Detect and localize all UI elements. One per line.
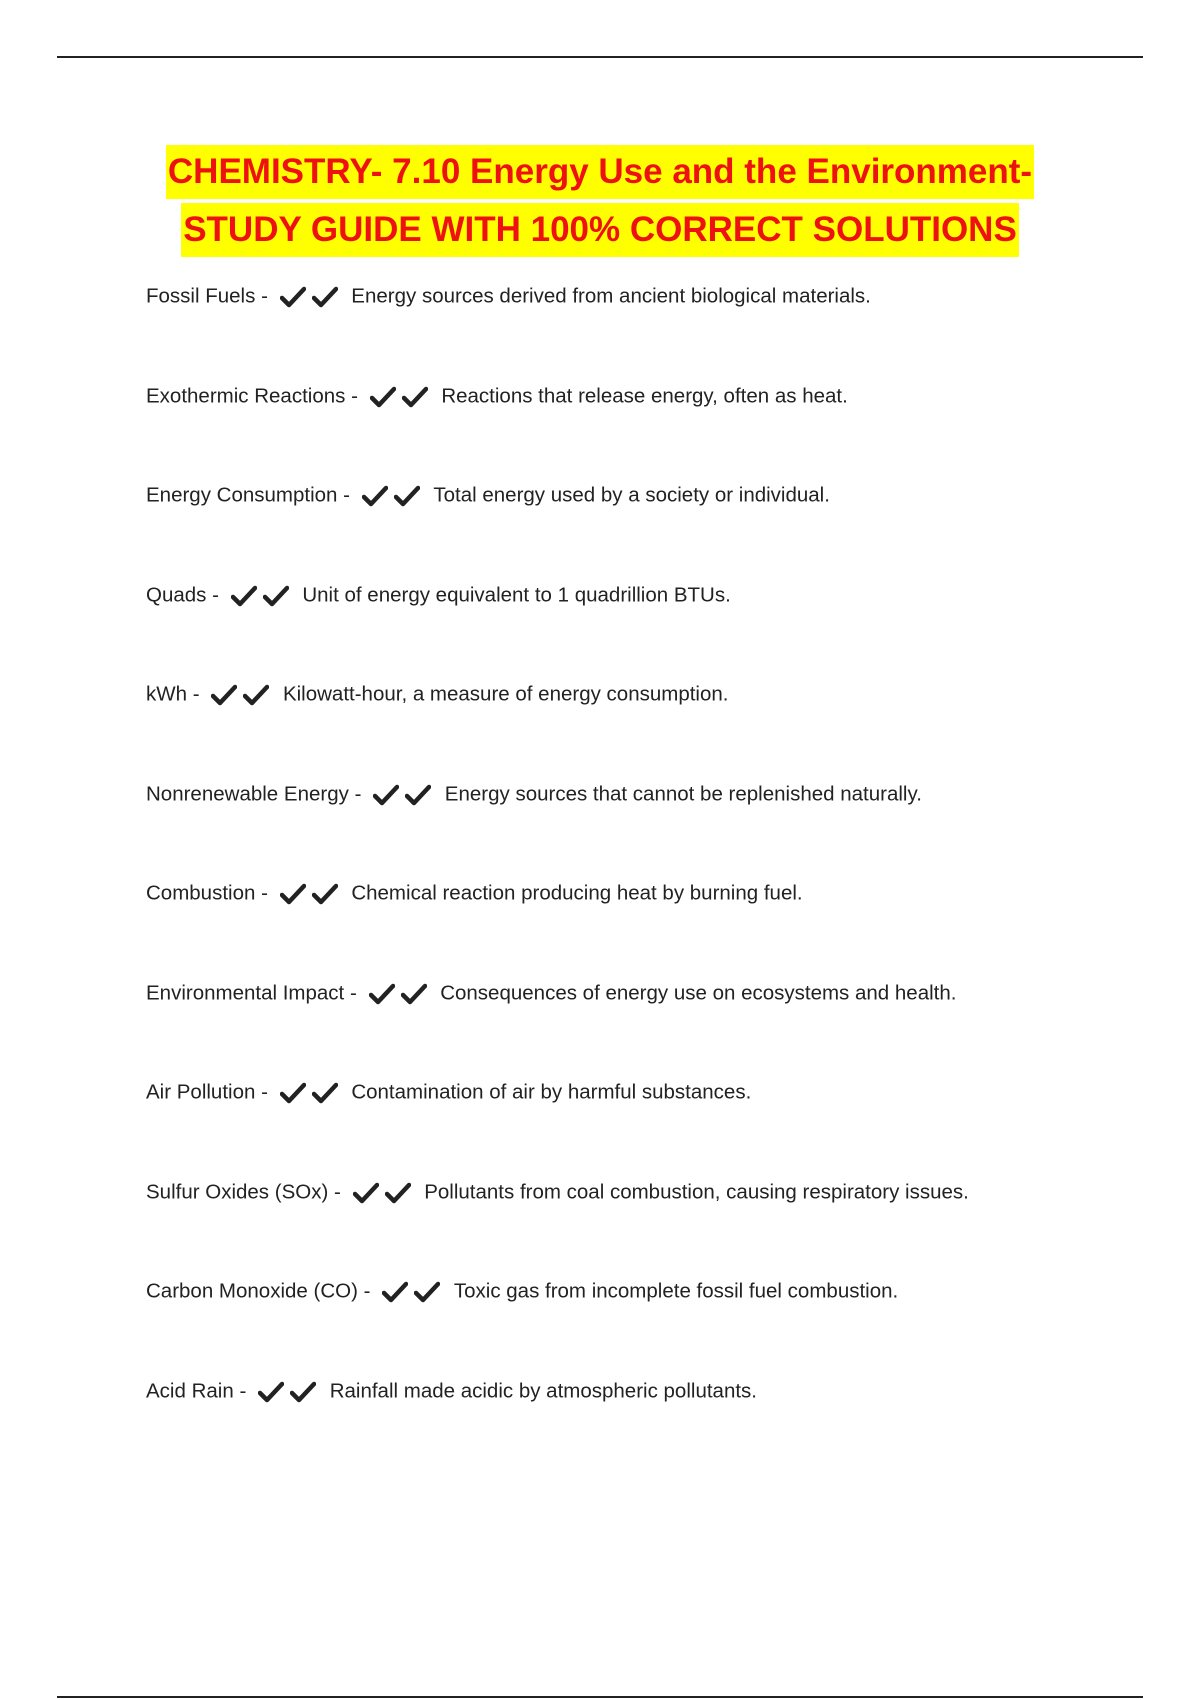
term-label: Air Pollution bbox=[146, 1080, 256, 1104]
title-line-2: STUDY GUIDE WITH 100% CORRECT SOLUTIONS bbox=[181, 203, 1019, 257]
document-title bbox=[80, 145, 1120, 257]
term-definition: Contamination of air by harmful substances. bbox=[351, 1080, 752, 1104]
check-mark-icon bbox=[280, 286, 306, 308]
check-mark-icon bbox=[258, 1381, 284, 1403]
check-mark-icon bbox=[405, 784, 431, 806]
term-separator: - bbox=[354, 782, 362, 806]
check-mark-icon bbox=[385, 1182, 411, 1204]
check-pair bbox=[231, 575, 295, 615]
check-mark-icon bbox=[211, 684, 237, 706]
term-label: Sulfur Oxides (SOx) bbox=[146, 1180, 329, 1204]
list-item bbox=[146, 1072, 1106, 1172]
term-definition: Energy sources derived from ancient biological materials. bbox=[351, 284, 871, 308]
term-separator: - bbox=[192, 682, 200, 706]
list-item bbox=[146, 774, 1106, 874]
list-item bbox=[146, 873, 1106, 973]
term-separator: - bbox=[343, 483, 350, 507]
check-pair bbox=[211, 675, 275, 715]
term-separator: - bbox=[212, 583, 219, 607]
term-label: Combustion bbox=[146, 881, 256, 905]
check-mark-icon bbox=[394, 485, 420, 507]
check-mark-icon bbox=[280, 883, 306, 905]
list-item bbox=[146, 973, 1106, 1073]
term-label: Energy Consumption bbox=[146, 483, 338, 507]
check-mark-icon bbox=[290, 1381, 316, 1403]
term-definition: Toxic gas from incomplete fossil fuel combustion. bbox=[453, 1279, 899, 1303]
check-mark-icon bbox=[401, 983, 427, 1005]
list-item bbox=[146, 1371, 1106, 1471]
check-mark-icon bbox=[312, 286, 338, 308]
check-mark-icon bbox=[263, 585, 289, 607]
check-mark-icon bbox=[312, 1082, 338, 1104]
check-pair bbox=[353, 1172, 417, 1212]
list-item bbox=[146, 575, 1106, 675]
term-separator: - bbox=[349, 981, 357, 1005]
check-mark-icon bbox=[231, 585, 257, 607]
term-definition: Total energy used by a society or individual. bbox=[433, 483, 830, 507]
term-definition: Consequences of energy use on ecosystems and health. bbox=[440, 981, 957, 1005]
list-item bbox=[146, 1271, 1106, 1371]
list-item bbox=[146, 1172, 1106, 1272]
check-mark-icon bbox=[362, 485, 388, 507]
check-pair bbox=[258, 1371, 322, 1411]
check-mark-icon bbox=[402, 386, 428, 408]
check-pair bbox=[280, 874, 344, 914]
term-separator: - bbox=[261, 881, 268, 905]
check-mark-icon bbox=[312, 883, 338, 905]
check-mark-icon bbox=[414, 1281, 440, 1303]
check-mark-icon bbox=[243, 684, 269, 706]
check-pair bbox=[373, 774, 437, 814]
term-separator: - bbox=[363, 1279, 371, 1303]
term-separator: - bbox=[261, 1080, 268, 1104]
term-definition: Unit of energy equivalent to 1 quadrillion BTUs. bbox=[302, 583, 731, 607]
term-list bbox=[146, 276, 1106, 1470]
list-item bbox=[146, 376, 1106, 476]
bottom-rule bbox=[57, 1696, 1143, 1698]
term-label: Fossil Fuels bbox=[146, 284, 256, 308]
term-label: Nonrenewable Energy bbox=[146, 782, 349, 806]
term-label: Exothermic Reactions bbox=[146, 384, 346, 408]
term-definition: Rainfall made acidic by atmospheric pollutants. bbox=[329, 1379, 757, 1403]
term-definition: Chemical reaction producing heat by burning fuel. bbox=[351, 881, 803, 905]
check-mark-icon bbox=[370, 386, 396, 408]
check-mark-icon bbox=[382, 1281, 408, 1303]
list-item bbox=[146, 674, 1106, 774]
term-separator: - bbox=[239, 1379, 247, 1403]
check-mark-icon bbox=[280, 1082, 306, 1104]
term-label: kWh bbox=[146, 682, 187, 706]
title-line-1: CHEMISTRY- 7.10 Energy Use and the Environment- bbox=[166, 145, 1034, 199]
check-pair bbox=[280, 277, 344, 317]
term-definition: Reactions that release energy, often as heat. bbox=[441, 384, 848, 408]
check-pair bbox=[362, 476, 426, 516]
check-pair bbox=[382, 1272, 446, 1312]
check-pair bbox=[280, 1073, 344, 1113]
term-label: Acid Rain bbox=[146, 1379, 234, 1403]
list-item bbox=[146, 276, 1106, 376]
term-definition: Kilowatt-hour, a measure of energy consumption. bbox=[282, 682, 729, 706]
check-pair bbox=[370, 376, 434, 416]
check-mark-icon bbox=[373, 784, 399, 806]
term-label: Quads bbox=[146, 583, 207, 607]
term-label: Environmental Impact bbox=[146, 981, 345, 1005]
top-rule bbox=[57, 56, 1143, 58]
term-separator: - bbox=[261, 284, 268, 308]
term-separator: - bbox=[333, 1180, 341, 1204]
check-pair bbox=[369, 973, 433, 1013]
term-definition: Energy sources that cannot be replenished naturally. bbox=[444, 782, 922, 806]
list-item bbox=[146, 475, 1106, 575]
term-definition: Pollutants from coal combustion, causing respiratory issues. bbox=[424, 1180, 969, 1204]
check-mark-icon bbox=[353, 1182, 379, 1204]
check-mark-icon bbox=[369, 983, 395, 1005]
term-label: Carbon Monoxide (CO) bbox=[146, 1279, 358, 1303]
term-separator: - bbox=[351, 384, 358, 408]
